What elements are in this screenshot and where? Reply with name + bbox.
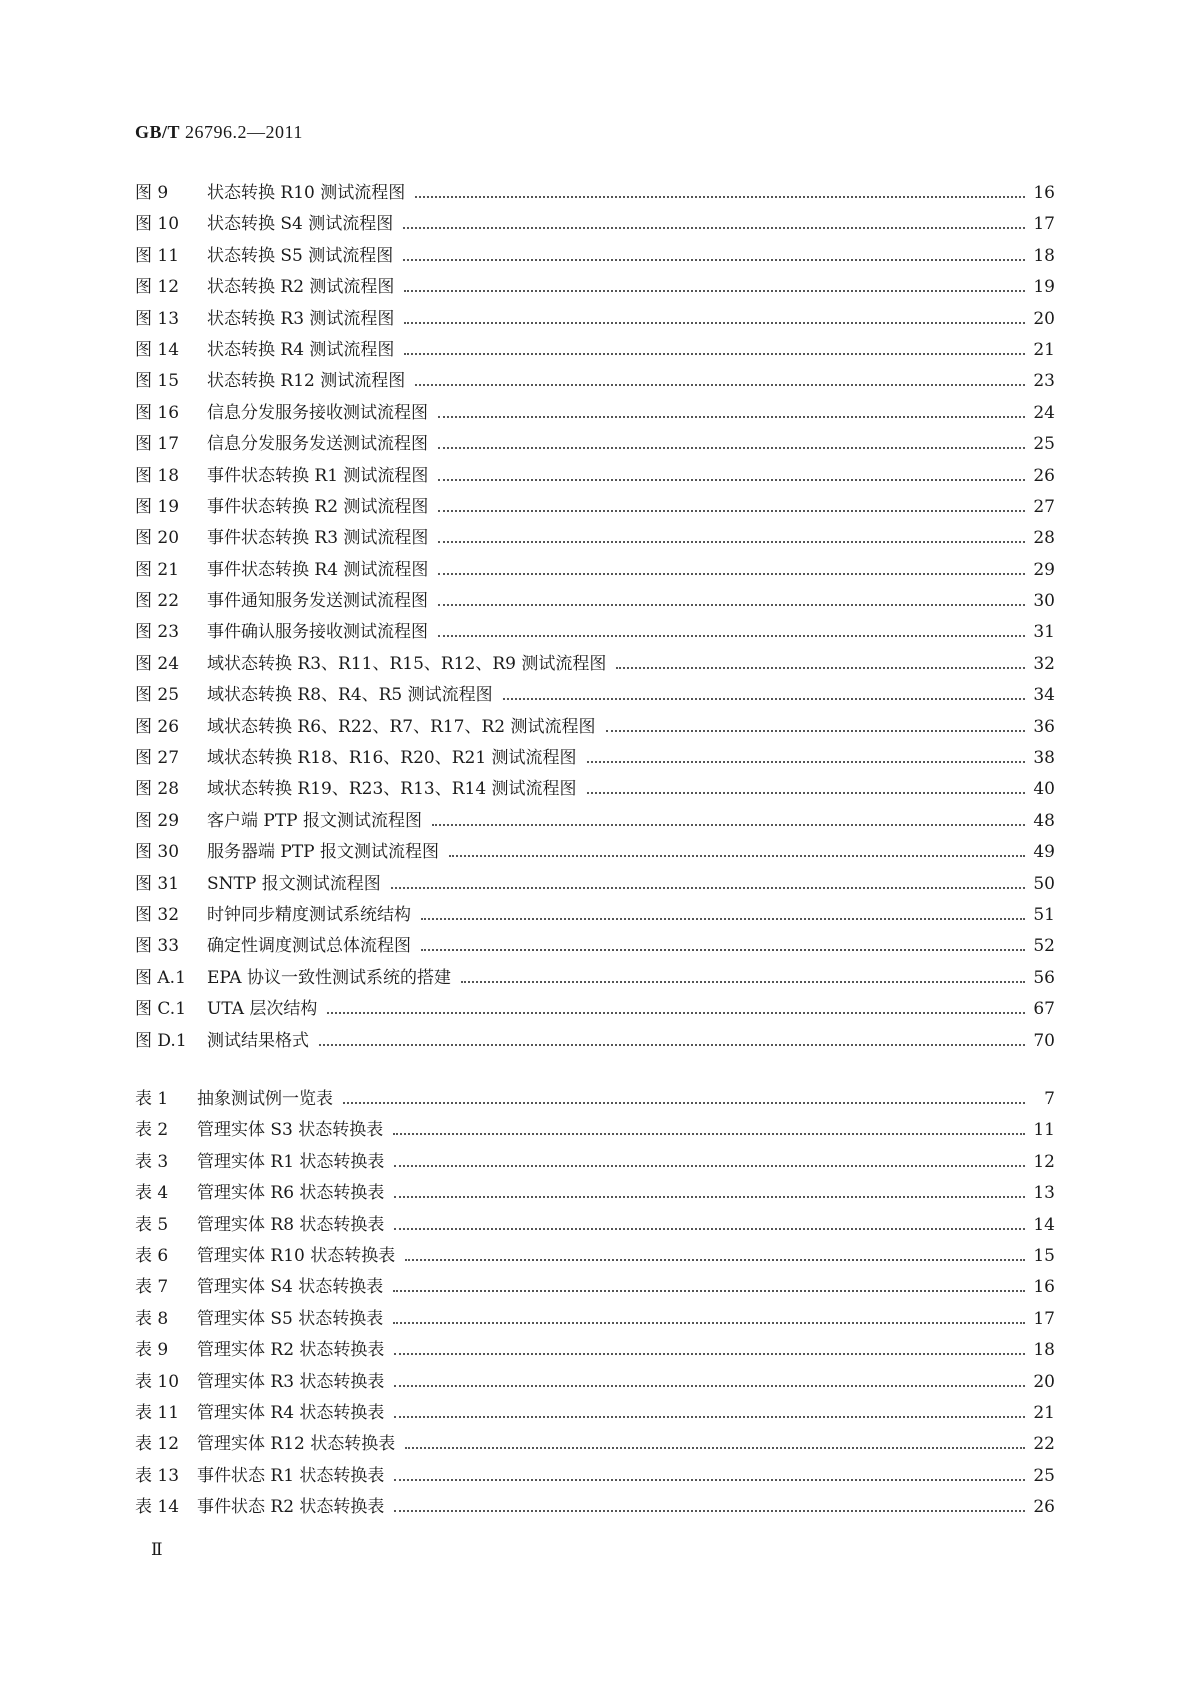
table-entry[interactable] [135,1241,1055,1272]
dot-leader [449,855,1025,857]
entry-label: 图 D.1 [135,1030,187,1051]
dot-leader [405,1447,1025,1449]
entry-page-number: 20 [1033,308,1055,329]
figure-entry[interactable] [135,335,1055,366]
entry-label: 图 24 [135,653,180,674]
dot-leader [405,1259,1025,1261]
entry-label: 表 1 [135,1089,169,1109]
figure-entry[interactable] [135,461,1055,492]
entry-label: 图 33 [135,936,180,957]
entry-label: 图 16 [135,402,180,423]
entry-page-number: 21 [1033,339,1055,360]
figure-entry[interactable] [135,963,1055,994]
dot-leader [587,761,1025,763]
table-entry[interactable] [135,1115,1055,1146]
entry-page-number: 38 [1033,748,1055,769]
entry-title: 状态转换 R4 测试流程图 [207,339,395,360]
entry-label: 图 13 [135,308,180,329]
entry-title: 域状态转换 R18、R16、R20、R21 测试流程图 [207,748,577,769]
entry-page-number: 24 [1033,402,1055,423]
figure-entry[interactable] [135,869,1055,900]
entry-label: 表 7 [135,1277,169,1298]
entry-page-number: 29 [1033,559,1055,580]
entry-page-number: 32 [1033,653,1055,674]
entry-title: 管理实体 R3 状态转换表 [197,1371,385,1392]
dot-leader [403,227,1025,229]
entry-page-number: 52 [1033,936,1055,957]
dot-leader [432,824,1025,826]
entry-page-number: 50 [1033,873,1055,894]
entry-page-number: 18 [1033,245,1055,266]
entry-title: 事件通知服务发送测试流程图 [207,591,428,612]
entry-page-number: 51 [1033,904,1055,925]
dot-leader [403,259,1025,261]
entry-title: 状态转换 R3 测试流程图 [207,308,395,329]
dot-leader [404,353,1025,355]
entry-title: 确定性调度测试总体流程图 [207,936,411,957]
entry-label: 图 A.1 [135,967,186,988]
table-entry[interactable] [135,1084,1055,1115]
entry-title: 事件状态 R2 状态转换表 [197,1497,385,1518]
dot-leader [606,730,1025,732]
entry-page-number: 40 [1033,779,1055,800]
entry-page-number: 70 [1033,1030,1055,1051]
figure-entry[interactable] [135,1026,1055,1057]
entry-title: 管理实体 R12 状态转换表 [197,1434,396,1455]
dot-leader [438,604,1025,606]
dot-leader [438,541,1025,543]
dot-leader [327,1012,1025,1014]
entry-title: SNTP 报文测试流程图 [207,873,381,894]
entry-title: 事件状态 R1 状态转换表 [197,1465,385,1486]
entry-page-number: 21 [1033,1402,1055,1423]
entry-label: 图 17 [135,434,180,455]
table-entry[interactable] [135,1398,1055,1429]
entry-page-number: 26 [1033,1497,1055,1518]
entry-title: 状态转换 R10 测试流程图 [207,183,406,203]
figure-entry[interactable] [135,429,1055,460]
entry-title: 时钟同步精度测试系统结构 [207,904,411,925]
dot-leader [404,322,1025,324]
dot-leader [393,1133,1025,1135]
entry-page-number: 16 [1033,1277,1055,1298]
table-list [135,1084,1055,1523]
entry-title: 域状态转换 R8、R4、R5 测试流程图 [207,685,493,706]
entry-page-number: 16 [1033,183,1055,203]
table-entry[interactable] [135,1147,1055,1178]
figure-entry[interactable] [135,241,1055,272]
entry-title: 域状态转换 R19、R23、R13、R14 测试流程图 [207,779,577,800]
entry-title: 状态转换 R2 测试流程图 [207,277,395,298]
figure-entry[interactable] [135,586,1055,617]
entry-page-number: 11 [1033,1120,1055,1141]
entry-label: 表 9 [135,1340,169,1361]
entry-label: 图 28 [135,779,180,800]
figure-entry[interactable] [135,806,1055,837]
entry-page-number: 17 [1033,1308,1055,1329]
entry-page-number: 14 [1033,1214,1055,1235]
page-number: Ⅱ [151,1540,163,1560]
dot-leader [438,447,1025,449]
entry-label: 图 29 [135,810,180,831]
figure-entry[interactable] [135,900,1055,931]
entry-page-number: 49 [1033,842,1055,863]
entry-page-number: 19 [1033,277,1055,298]
entry-title: 抽象测试例一览表 [197,1089,333,1109]
dot-leader [394,1416,1025,1418]
figure-entry[interactable] [135,931,1055,962]
entry-title: 管理实体 R8 状态转换表 [197,1214,385,1235]
entry-page-number: 15 [1033,1245,1055,1266]
dot-leader [394,1510,1025,1512]
entry-page-number: 20 [1033,1371,1055,1392]
dot-leader [404,290,1025,292]
entry-title: 事件状态转换 R1 测试流程图 [207,465,429,486]
entry-page-number: 36 [1033,716,1055,737]
entry-label: 图 30 [135,842,180,863]
dot-leader [319,1044,1025,1046]
entry-title: 域状态转换 R3、R11、R15、R12、R9 测试流程图 [207,653,607,674]
table-entry[interactable] [135,1178,1055,1209]
entry-page-number: 22 [1033,1434,1055,1455]
dot-leader [394,1479,1025,1481]
entry-page-number: 27 [1033,496,1055,517]
entry-title: 域状态转换 R6、R22、R7、R17、R2 测试流程图 [207,716,596,737]
entry-label: 图 11 [135,245,180,266]
entry-page-number: 7 [1044,1089,1055,1109]
entry-title: 事件状态转换 R3 测试流程图 [207,528,429,549]
entry-label: 图 10 [135,214,180,235]
dot-leader [503,698,1025,700]
entry-title: UTA 层次结构 [207,999,318,1020]
entry-label: 表 8 [135,1308,169,1329]
dot-leader [438,635,1025,637]
entry-title: 管理实体 R2 状态转换表 [197,1340,385,1361]
document-header [135,122,303,143]
dot-leader [415,196,1025,198]
entry-label: 表 12 [135,1434,180,1455]
entry-page-number: 26 [1033,465,1055,486]
entry-title: 信息分发服务发送测试流程图 [207,434,428,455]
dot-leader [421,918,1025,920]
table-entry[interactable] [135,1367,1055,1398]
figure-list [135,178,1055,1057]
dot-leader [394,1353,1025,1355]
entry-label: 表 13 [135,1465,180,1486]
figure-entry[interactable] [135,617,1055,648]
entry-title: 管理实体 S3 状态转换表 [197,1120,384,1141]
figure-entry[interactable] [135,680,1055,711]
entry-label: 图 25 [135,685,180,706]
entry-title: 测试结果格式 [207,1030,309,1051]
figure-entry[interactable] [135,178,1055,209]
figure-entry[interactable] [135,994,1055,1025]
entry-label: 图 12 [135,277,180,298]
entry-label: 图 26 [135,716,180,737]
entry-title: 状态转换 S4 测试流程图 [207,214,394,235]
entry-page-number: 67 [1033,999,1055,1020]
entry-label: 图 21 [135,559,180,580]
entry-page-number: 30 [1033,591,1055,612]
entry-title: 管理实体 R4 状态转换表 [197,1402,385,1423]
entry-title: 管理实体 S5 状态转换表 [197,1308,384,1329]
table-entry[interactable] [135,1272,1055,1303]
entry-label: 图 20 [135,528,180,549]
entry-label: 图 31 [135,873,180,894]
entry-page-number: 25 [1033,1465,1055,1486]
dot-leader [391,887,1025,889]
dot-leader [394,1196,1025,1198]
figure-entry[interactable] [135,272,1055,303]
entry-page-number: 25 [1033,434,1055,455]
entry-page-number: 23 [1033,371,1055,392]
figure-entry[interactable] [135,712,1055,743]
figure-entry[interactable] [135,209,1055,240]
figure-entry[interactable] [135,743,1055,774]
entry-label: 图 27 [135,748,180,769]
standard-prefix: GB/T [135,122,181,142]
entry-title: 信息分发服务接收测试流程图 [207,402,428,423]
entry-page-number: 18 [1033,1340,1055,1361]
dot-leader [461,981,1025,983]
dot-leader [343,1102,1025,1104]
entry-label: 表 4 [135,1183,169,1204]
dot-leader [587,792,1025,794]
figure-entry[interactable] [135,649,1055,680]
figure-entry[interactable] [135,492,1055,523]
table-entry[interactable] [135,1210,1055,1241]
dot-leader [394,1228,1025,1230]
dot-leader [438,510,1025,512]
dot-leader [393,1290,1025,1292]
table-entry[interactable] [135,1492,1055,1523]
dot-leader [394,1385,1025,1387]
entry-page-number: 28 [1033,528,1055,549]
standard-number: 26796.2—2011 [185,122,303,142]
entry-title: EPA 协议一致性测试系统的搭建 [207,967,451,988]
figure-entry[interactable] [135,774,1055,805]
entry-label: 表 5 [135,1214,169,1235]
entry-title: 客户端 PTP 报文测试流程图 [207,810,423,831]
entry-page-number: 31 [1033,622,1055,643]
entry-title: 管理实体 R10 状态转换表 [197,1245,396,1266]
entry-page-number: 48 [1033,810,1055,831]
entry-label: 图 19 [135,496,180,517]
entry-label: 图 23 [135,622,180,643]
entry-title: 事件状态转换 R4 测试流程图 [207,559,429,580]
figure-entry[interactable] [135,366,1055,397]
entry-label: 图 18 [135,465,180,486]
entry-page-number: 12 [1033,1151,1055,1172]
entry-label: 表 14 [135,1497,180,1518]
entry-label: 图 C.1 [135,999,187,1020]
figure-entry[interactable] [135,837,1055,868]
entry-page-number: 56 [1033,967,1055,988]
figure-entry[interactable] [135,523,1055,554]
entry-title: 服务器端 PTP 报文测试流程图 [207,842,440,863]
dot-leader [394,1165,1025,1167]
entry-label: 表 6 [135,1245,169,1266]
entry-page-number: 17 [1033,214,1055,235]
dot-leader [438,416,1025,418]
dot-leader [438,573,1025,575]
figure-entry[interactable] [135,304,1055,335]
dot-leader [616,667,1025,669]
entry-label: 表 11 [135,1402,180,1423]
dot-leader [421,949,1025,951]
entry-label: 表 2 [135,1120,169,1141]
figure-entry[interactable] [135,555,1055,586]
table-entry[interactable] [135,1304,1055,1335]
entry-page-number: 13 [1033,1183,1055,1204]
entry-title: 管理实体 R6 状态转换表 [197,1183,385,1204]
figure-entry[interactable] [135,398,1055,429]
entry-title: 事件确认服务接收测试流程图 [207,622,428,643]
entry-label: 图 14 [135,339,180,360]
entry-label: 图 22 [135,591,180,612]
table-entry[interactable] [135,1461,1055,1492]
dot-leader [393,1322,1025,1324]
table-entry[interactable] [135,1335,1055,1366]
entry-page-number: 34 [1033,685,1055,706]
entry-title: 状态转换 S5 测试流程图 [207,245,394,266]
entry-label: 图 9 [135,183,169,203]
entry-label: 表 3 [135,1151,169,1172]
entry-label: 表 10 [135,1371,180,1392]
entry-title: 管理实体 R1 状态转换表 [197,1151,385,1172]
dot-leader [415,384,1025,386]
entry-title: 管理实体 S4 状态转换表 [197,1277,384,1298]
entry-label: 图 15 [135,371,180,392]
entry-title: 状态转换 R12 测试流程图 [207,371,406,392]
entry-title: 事件状态转换 R2 测试流程图 [207,496,429,517]
dot-leader [438,479,1025,481]
table-entry[interactable] [135,1429,1055,1460]
entry-label: 图 32 [135,904,180,925]
